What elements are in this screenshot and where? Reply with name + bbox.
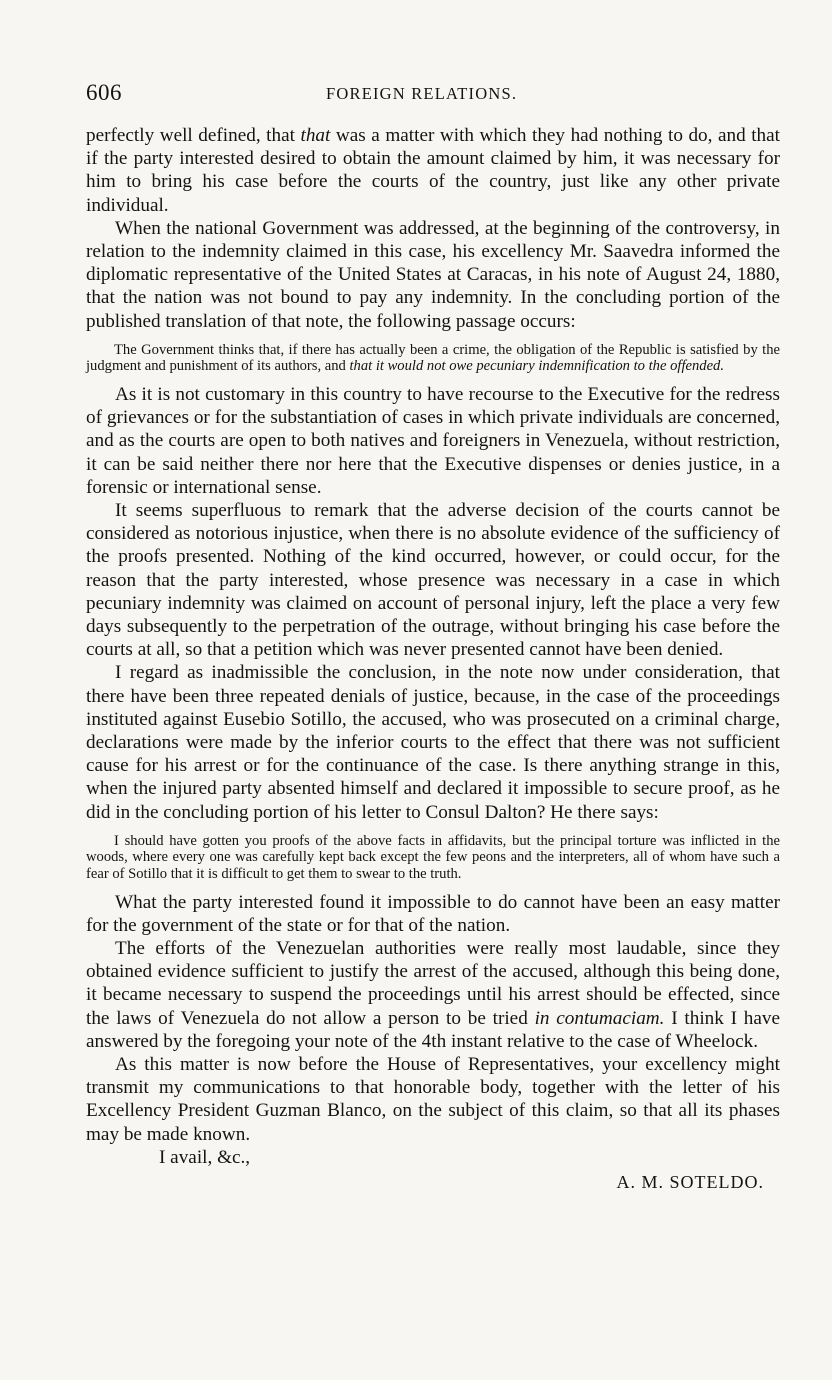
paragraph-text: I regard as inadmissible the conclusion, in the note now under consideration, that there have been three repeated denials of justice, because, in the case of the proceedings instituted against Eusebio Sotillo, the accused, who was prosecuted on a criminal charge, declarations were made by the inferior courts to the effect that there was not sufficient cause for his arrest or for the continuance of the case. Is there anything strange in this, when the injured party absented himself and declared it impossible to secure proof, as he did in the concluding portion of his letter to Consul Dalton? He there says: [86, 662, 780, 823]
paragraph-text: was a matter with which they had nothing to do, and that if the party interested desired to obtain the amount claimed by him, it was necessary for him to bring his case before the courts of the country, just like any other private individual. [86, 125, 780, 216]
page-number: 606 [86, 80, 122, 105]
block-quote-2 [86, 833, 780, 883]
paragraph-text: I think I have answered by the foregoing your note of the 4th instant relative to the case of Wheelock. [86, 1007, 780, 1052]
block-quote-1 [86, 342, 780, 375]
paragraph-6 [86, 891, 780, 937]
paragraph-text: What the party interested found it impossible to do cannot have been an easy matter for the government of the state or for that of the nation. [86, 891, 780, 936]
italic-text: that it would not owe pecuniary indemnification to the offended. [349, 358, 724, 375]
paragraph-text: The efforts of the Venezuelan authorities were really most laudable, since they obtained evidence sufficient to justify the arrest of the accused, although this being done, it became necessary to suspend the proceedings until his arrest should be effected, since the laws of Venezuela do not allow a person to be tried [86, 938, 780, 1029]
page-header [86, 80, 780, 110]
signature: A. M. SOTELDO. [616, 1172, 764, 1193]
quote-text: The Government thinks that, if there has actually been a crime, the obligation of the Republic is satisfied by the judgment and punishment of its authors, and [86, 341, 780, 375]
paragraph-text: When the national Government was addressed, at the beginning of the controversy, in relation to the indemnity claimed in this case, his excellency Mr. Saavedra informed the diplomatic representative of the United States at Caracas, in his note of August 24, 1880, that the nation was not bound to pay any indemnity. In the concluding portion of the published translation of that note, the following passage occurs: [86, 217, 780, 332]
quote-text: I should have gotten you proofs of the above facts in affidavits, but the principal torture was inflicted in the woods, where every one was carefully kept back except the few peons and the interpreters, all of whom have such a fear of Sotillo that it is difficult to get them to swear to the truth. [86, 832, 780, 883]
closing-line: I avail, &c., [159, 1146, 251, 1168]
paragraph-text: perfectly well defined, that [86, 125, 301, 146]
paragraph-7 [86, 937, 780, 1053]
paragraph-text: As this matter is now before the House of Representatives, your excellency might transmit my communications to that honorable body, together with the letter of his Excellency President Guzman Blanco, on the subject of this claim, so that all its phases may be made known. [86, 1054, 780, 1145]
paragraph-text: As it is not customary in this country to have recourse to the Executive for the redress of grievances or for the substantiation of cases in which private individuals are concerned, and as the courts are open to both natives and foreigners in Venezuela, without restriction, it can be said neither there nor here that the Executive dispenses or denies justice, in a forensic or international sense. [86, 384, 780, 498]
italic-text: in contumaciam. [534, 1007, 665, 1029]
paragraph-2 [86, 217, 780, 333]
paragraph-4 [86, 499, 780, 661]
paragraph-5 [86, 661, 780, 823]
running-head: FOREIGN RELATIONS. [326, 84, 518, 103]
paragraph-text: It seems superfluous to remark that the adverse decision of the courts cannot be considered as notorious injustice, when there is no absolute evidence of the sufficiency of the proofs presented. Nothing of the kind occurred, however, or could occur, for the reason that the party interested, whose presence was necessary in a case in which pecuniary indemnity was claimed on account of personal injury, left the place a very few days subsequently to the perpetration of the outrage, without bringing his case before the courts at all, so that a petition which was never presented cannot have been denied. [86, 500, 780, 661]
italic-text: that [300, 125, 331, 146]
paragraph-1 [86, 124, 780, 217]
paragraph-3 [86, 383, 780, 499]
paragraph-8 [86, 1053, 780, 1146]
document-body [86, 124, 780, 1193]
